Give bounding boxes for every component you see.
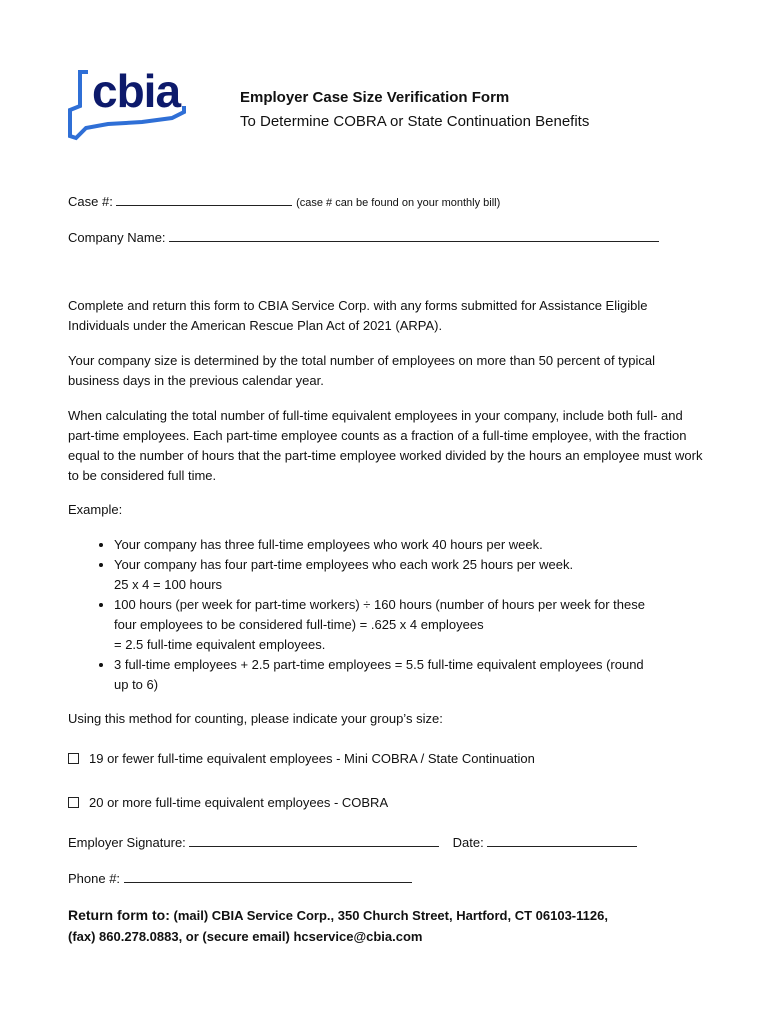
cobra-label: 20 or more full-time equivalent employees - COBRA	[89, 795, 389, 810]
return-instructions	[68, 905, 608, 947]
form-subtitle: To Determine COBRA or State Continuation Benefits	[240, 113, 590, 130]
case-number-hint: (case # can be found on your monthly bill)	[296, 197, 501, 209]
paragraph-intro: Complete and return this form to CBIA Service Corp. with any forms submitted for Assistance Eligible Individuals under the American Rescue Plan Act of 2021 (ARPA).	[68, 298, 648, 333]
instruction-text: Using this method for counting, please indicate your group’s size:	[68, 711, 443, 726]
mini-cobra-label: 19 or fewer full-time equivalent employees - Mini COBRA / State Continuation	[89, 751, 535, 766]
case-number-field[interactable]	[116, 193, 292, 206]
form-title: Employer Case Size Verification Form	[240, 89, 510, 106]
cobra-checkbox[interactable]	[68, 797, 79, 808]
date-label: Date:	[452, 835, 484, 850]
signature-row	[68, 834, 637, 850]
return-line-1: (mail) CBIA Service Corp., 350 Church Street, Hartford, CT 06103-1126,	[169, 908, 608, 923]
cbia-logo	[62, 66, 192, 146]
signature-label: Employer Signature:	[68, 835, 186, 850]
logo-text: cbia	[92, 65, 181, 117]
company-name-field[interactable]	[169, 229, 659, 242]
signature-field[interactable]	[189, 834, 439, 847]
phone-label: Phone #:	[68, 871, 121, 886]
company-name-label: Company Name:	[68, 230, 166, 245]
company-name-row	[68, 229, 659, 245]
return-lead: Return form to:	[68, 907, 170, 923]
example-label: Example:	[68, 502, 123, 517]
date-field[interactable]	[487, 834, 637, 847]
list-item: • 3 full-time employees + 2.5 part-time employees = 5.5 full-time equivalent employees (round up to 6)	[114, 655, 754, 695]
case-number-label: Case #:	[68, 194, 113, 209]
paragraph-calculation: When calculating the total number of full-time equivalent employees in your company, include both full- and part-time employees. Each part-time employee counts as a fraction of a full-time employee, with the fraction equal to the number of hours that the part-time employee worked divided by the hours an employee must work to be considered full time.	[68, 408, 703, 483]
case-number-row	[68, 193, 500, 209]
list-item: • Your company has four part-time employees who each work 25 hours per week. 25 x 4 = 100 hours	[114, 555, 754, 595]
paragraph-company-size: Your company size is determined by the total number of employees on more than 50 percent of typical business days in the previous calendar year.	[68, 353, 656, 388]
phone-field[interactable]	[124, 870, 412, 883]
option-cobra	[68, 795, 388, 810]
list-item: • 100 hours (per week for part-time workers) ÷ 160 hours (number of hours per week for these four employees to be considered full-time) = .625 x 4 employees = 2.5 full-time equivalent employees.	[114, 595, 754, 655]
phone-row	[68, 870, 412, 886]
return-line-2: (fax) 860.278.0883, or (secure email) hcservice@cbia.com	[68, 929, 423, 944]
option-mini-cobra	[68, 751, 535, 766]
example-list	[68, 535, 754, 695]
mini-cobra-checkbox[interactable]	[68, 753, 79, 764]
list-item: • Your company has three full-time employees who work 40 hours per week.	[114, 535, 754, 555]
